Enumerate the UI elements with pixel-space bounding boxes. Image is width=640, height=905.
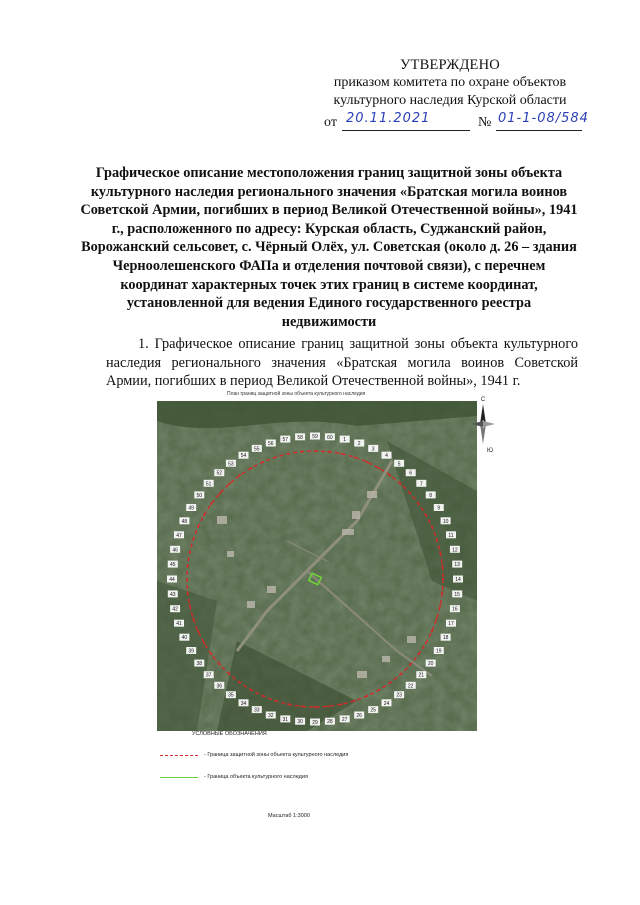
- boundary-point-marker: [287, 703, 289, 705]
- boundary-point-marker: [314, 450, 316, 452]
- compass-north-label: С: [480, 397, 486, 403]
- compass-south-label: Ю: [487, 448, 494, 454]
- boundary-point-label: 3: [371, 446, 375, 453]
- boundary-point-marker: [441, 565, 443, 567]
- boundary-point-label: 49: [188, 505, 194, 512]
- boundary-point-label: 12: [452, 547, 458, 554]
- boundary-point-marker: [400, 483, 402, 485]
- boundary-point-marker: [203, 642, 205, 644]
- approval-line-1: приказом комитета по охране объектов: [333, 75, 567, 90]
- boundary-point-marker: [187, 591, 189, 593]
- legend-swatch-red-dash: [160, 755, 198, 756]
- approval-title: УТВЕРЖДЕНО: [400, 57, 500, 73]
- boundary-point-marker: [436, 618, 438, 620]
- boundary-point-label: 18: [442, 635, 449, 642]
- boundary-point-marker: [327, 705, 329, 707]
- boundary-point-marker: [439, 551, 441, 553]
- boundary-point-marker: [314, 706, 316, 708]
- boundary-point-label: 31: [282, 716, 289, 723]
- boundary-point-label: 60: [327, 434, 333, 441]
- boundary-point-label: 57: [282, 437, 289, 444]
- boundary-point-marker: [431, 630, 433, 632]
- boundary-point-label: 50: [196, 492, 203, 499]
- boundary-point-label: 7: [419, 481, 423, 488]
- boundary-point-marker: [389, 474, 391, 476]
- legend-title: УСЛОВНЫЕ ОБОЗНАЧЕНИЯ: [192, 731, 267, 737]
- document-title: Графическое описание местоположения границ защитной зоны объекта культурного наследия регионального значения «Братская могила воинов Советской Армии, погибших в период Великой Отечественной войны», 1941 г., расположенного по адресу: Курская область, Суджанский район, Ворожанский сельсовет, с. Чёрный Олёх, ул. Советская (около д. 26 – здания Черноолешенского ФАПа и отделения почтовой связи), с перечнем координат характерных точек этих границ в системе координат, установленной для ведения Единого государственного реестра недвижимости: [80, 165, 578, 330]
- boundary-point-marker: [389, 682, 391, 684]
- boundary-point-label: 25: [370, 707, 376, 714]
- boundary-point-label: 9: [437, 505, 441, 512]
- boundary-point-label: 37: [205, 672, 212, 679]
- boundary-point-label: 28: [327, 719, 333, 726]
- boundary-point-label: 22: [407, 683, 414, 690]
- handwritten-date: 20.11.2021: [346, 111, 431, 126]
- boundary-point-label: 58: [297, 434, 303, 441]
- boundary-point-marker: [287, 453, 289, 455]
- boundary-point-label: 54: [240, 453, 247, 460]
- boundary-point-label: 48: [181, 518, 188, 525]
- boundary-point-label: 56: [268, 441, 274, 447]
- boundary-point-marker: [239, 682, 241, 684]
- boundary-point-label: 2: [357, 441, 361, 447]
- approval-signature-line: [300, 112, 600, 134]
- approval-line-2: культурного наследия Курской области: [333, 93, 567, 108]
- boundary-point-marker: [425, 514, 427, 516]
- boundary-point-marker: [400, 673, 402, 675]
- boundary-point-marker: [327, 451, 329, 453]
- compass-rose-icon: [465, 394, 501, 460]
- boundary-point-label: 41: [176, 621, 182, 628]
- boundary-point-marker: [431, 526, 433, 528]
- boundary-point-marker: [262, 461, 264, 463]
- boundary-point-marker: [210, 653, 212, 655]
- boundary-point-marker: [436, 538, 438, 540]
- boundary-point-label: 20: [427, 661, 434, 668]
- boundary-point-label: 40: [181, 635, 188, 642]
- boundary-point-label: 8: [429, 492, 433, 499]
- boundary-point-label: 27: [341, 716, 348, 723]
- boundary-point-marker: [203, 514, 205, 516]
- boundary-point-marker: [250, 689, 252, 691]
- boundary-point-label: 45: [170, 562, 176, 569]
- boundary-point-marker: [239, 474, 241, 476]
- aerial-photo-map: [157, 401, 477, 731]
- boundary-point-label: 23: [396, 692, 402, 699]
- date-underline: [342, 130, 470, 131]
- boundary-point-label: 43: [170, 591, 176, 598]
- boundary-point-marker: [354, 700, 356, 702]
- boundary-point-marker: [409, 492, 411, 494]
- approval-block: [300, 56, 600, 134]
- boundary-point-label: 19: [436, 648, 442, 655]
- boundary-point-marker: [301, 451, 303, 453]
- number-underline: [496, 130, 582, 131]
- boundary-point-marker: [341, 703, 343, 705]
- boundary-point-label: 16: [452, 606, 458, 613]
- boundary-point-label: 55: [254, 446, 260, 453]
- boundary-point-label: 38: [196, 661, 203, 668]
- boundary-point-label: 11: [448, 532, 454, 539]
- boundary-point-label: 46: [172, 547, 178, 554]
- legend-label-zone: - Граница защитной зоны объекта культурного наследия: [204, 752, 349, 758]
- boundary-point-marker: [219, 664, 221, 666]
- boundary-point-marker: [197, 526, 199, 528]
- boundary-point-marker: [228, 483, 230, 485]
- boundary-point-marker: [378, 689, 380, 691]
- boundary-point-marker: [186, 578, 188, 580]
- date-label: от: [324, 115, 337, 130]
- boundary-point-marker: [442, 578, 444, 580]
- boundary-point-label: 53: [228, 461, 234, 468]
- boundary-point-marker: [341, 453, 343, 455]
- boundary-point-marker: [187, 565, 189, 567]
- boundary-point-marker: [274, 700, 276, 702]
- boundary-point-marker: [366, 695, 368, 697]
- boundary-point-label: 52: [216, 470, 223, 477]
- boundary-point-label: 17: [448, 621, 454, 628]
- boundary-point-label: 24: [383, 700, 390, 707]
- boundary-point-label: 32: [268, 713, 274, 719]
- boundary-point-marker: [418, 503, 420, 505]
- boundary-point-label: 47: [176, 532, 182, 539]
- boundary-point-label: 14: [455, 577, 461, 583]
- boundary-point-label: 26: [356, 713, 362, 719]
- boundary-point-label: 30: [297, 719, 303, 726]
- number-label: №: [478, 115, 492, 130]
- boundary-point-marker: [425, 642, 427, 644]
- boundary-point-label: 44: [169, 577, 175, 583]
- boundary-point-label: 29: [312, 720, 318, 726]
- boundary-point-marker: [301, 705, 303, 707]
- boundary-point-marker: [354, 456, 356, 458]
- boundary-point-label: 5: [397, 461, 401, 468]
- boundary-point-marker: [192, 618, 194, 620]
- boundary-point-marker: [378, 467, 380, 469]
- map-title: План границ защитной зоны объекта культурного наследия: [227, 391, 366, 397]
- boundary-point-marker: [439, 605, 441, 607]
- boundary-point-label: 6: [409, 470, 413, 477]
- map-scale: Масштаб 1:3000: [268, 813, 310, 819]
- boundary-point-marker: [250, 467, 252, 469]
- boundary-point-label: 34: [240, 700, 247, 707]
- boundary-point-label: 39: [188, 648, 194, 655]
- legend-label-object: - Граница объекта культурного наследия: [204, 774, 308, 780]
- boundary-point-label: 10: [442, 518, 449, 525]
- boundary-point-marker: [262, 695, 264, 697]
- boundary-point-marker: [418, 653, 420, 655]
- boundary-point-label: 15: [454, 591, 460, 598]
- boundary-point-label: 59: [312, 434, 318, 440]
- boundary-point-marker: [409, 664, 411, 666]
- zone-map: [157, 393, 477, 731]
- boundary-point-label: 42: [172, 606, 178, 613]
- boundary-point-label: 21: [418, 672, 425, 679]
- section-1-paragraph: 1. Графическое описание границ защитной зоны объекта культурного наследия регионального значения «Братская могила воинов Советской Армии, погибших в период Великой Отечественной войны», 1941 г.: [106, 336, 578, 390]
- boundary-point-label: 35: [228, 692, 234, 699]
- boundary-point-marker: [441, 591, 443, 593]
- boundary-point-label: 1: [343, 437, 347, 444]
- boundary-point-marker: [274, 456, 276, 458]
- boundary-point-label: 33: [254, 707, 260, 714]
- handwritten-number: 01-1-08/584: [498, 111, 589, 126]
- boundary-point-label: 4: [385, 453, 388, 460]
- boundary-point-marker: [219, 492, 221, 494]
- boundary-point-marker: [197, 630, 199, 632]
- boundary-point-label: 36: [216, 683, 223, 690]
- boundary-point-marker: [366, 461, 368, 463]
- legend-swatch-green: [160, 777, 198, 778]
- boundary-point-marker: [189, 605, 191, 607]
- boundary-point-marker: [228, 673, 230, 675]
- boundary-point-marker: [189, 551, 191, 553]
- boundary-point-label: 13: [454, 562, 460, 569]
- boundary-point-label: 51: [205, 481, 212, 488]
- boundary-point-marker: [192, 538, 194, 540]
- boundary-point-marker: [210, 503, 212, 505]
